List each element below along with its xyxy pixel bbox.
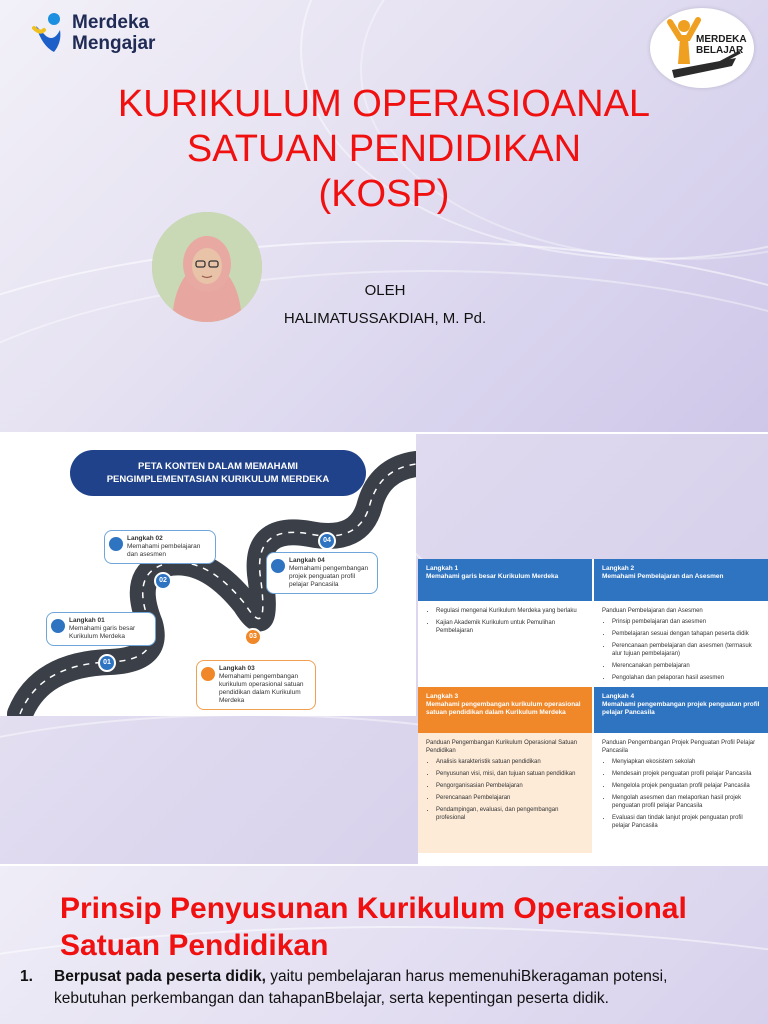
roadmap-panel — [0, 434, 416, 716]
grid-intro: Panduan Pengembangan Kurikulum Operasional Satuan Pendidikan — [426, 740, 578, 754]
grid-intro: Panduan Pengembangan Projek Penguatan Profil Pelajar Pancasila — [602, 740, 756, 754]
step-marker-04: 04 — [318, 532, 336, 550]
grid-item: • Perencanaan pembelajaran dan asesmen (termasuk alur tujuan pembelajaran) — [612, 642, 760, 658]
group-people-icon — [51, 619, 65, 633]
grid-head-4 — [594, 687, 768, 733]
project-icon — [271, 559, 285, 573]
step-title: Langkah 03 — [219, 665, 255, 672]
grid-item: • Mengolah asesmen dan melaporkan hasil projek penguatan profil pelajar Pancasila — [612, 794, 760, 810]
document-icon — [109, 537, 123, 551]
merdeka-mengajar-logo — [32, 12, 155, 54]
grid-head-title: Langkah 4 — [602, 693, 635, 700]
grid-body-3 — [418, 733, 592, 853]
step-box-04 — [266, 552, 378, 594]
step-marker-02: 02 — [154, 572, 172, 590]
step-box-01 — [46, 612, 156, 646]
step-text: Memahami pembelajaran dan asesmen — [127, 543, 201, 558]
title-line: (KOSP) — [318, 173, 450, 215]
grid-head-title: Langkah 2 — [602, 565, 635, 572]
author-name: HALIMATUSSAKDIAH, M. Pd. — [283, 310, 487, 327]
logo-line-1: Merdeka — [72, 12, 150, 33]
grid-item: • Mengelola projek penguatan profil pelajar Pancasila — [612, 782, 760, 790]
step-title: Langkah 01 — [69, 617, 105, 624]
step-text: Memahami garis besar Kurikulum Merdeka — [69, 625, 136, 640]
step-box-03 — [196, 660, 316, 710]
step-title: Langkah 04 — [289, 557, 325, 564]
mb-line-1: MERDEKA — [696, 34, 747, 45]
grid-item: • Analisis karakteristik satuan pendidikan — [436, 758, 584, 766]
step-marker-01: 01 — [98, 654, 116, 672]
grid-intro: Panduan Pembelajaran dan Asesmen — [602, 608, 703, 614]
grid-body-2 — [594, 601, 768, 685]
step-marker-03: 03 — [244, 628, 262, 646]
grid-body-4 — [594, 733, 768, 853]
mb-line-2: BELAJAR — [696, 45, 744, 56]
step-title: Langkah 02 — [127, 535, 163, 542]
map-header-line-2: PENGIMPLEMENTASIAN KURIKULUM MERDEKA — [106, 474, 330, 485]
grid-item: • Regulasi mengenai Kurikulum Merdeka yang berlaku — [436, 607, 584, 615]
grid-head-title: Langkah 3 — [426, 693, 459, 700]
grid-item: • Evaluasi dan tindak lanjut projek penguatan profil pelajar Pancasila — [612, 814, 760, 830]
grid-head-text: Memahami Pembelajaran dan Asesmen — [602, 573, 724, 580]
grid-head-title: Langkah 1 — [426, 565, 459, 572]
step-text: Memahami pengembangan kurikulum operasional satuan pendidikan dalam Kurikulum Merdeka — [219, 673, 304, 704]
step-text: Memahami pengembangan projek penguatan profil pelajar Pancasila — [289, 565, 369, 588]
grid-item: • Penyusunan visi, misi, dan tujuan satuan pendidikan — [436, 770, 584, 778]
presentation-title — [0, 82, 768, 217]
list-item-text-line-2: kebutuhan perkembangan dan tahapanBbelajar, serta kepentingan peserta didik. — [54, 990, 609, 1007]
by-label: OLEH — [364, 282, 406, 299]
principles-slide — [0, 866, 768, 1024]
grid-item: • Merencanakan pembelajaran — [612, 662, 760, 670]
grid-item: • Perencanaan Pembelajaran — [436, 794, 584, 802]
title-slide — [0, 0, 768, 432]
principles-title — [60, 890, 750, 964]
author-photo — [152, 212, 262, 322]
map-header — [70, 450, 366, 496]
grid-item: • Pengorganisasian Pembelajaran — [436, 782, 584, 790]
content-map-slide — [0, 434, 768, 864]
principles-title-line-2: Satuan Pendidikan — [60, 929, 329, 962]
grid-head-2 — [594, 559, 768, 601]
grid-item: • Kajian Akademik Kurikulum untuk Pemulihan Pembelajaran — [436, 619, 584, 635]
principles-title-line-1: Prinsip Penyusunan Kurikulum Operasional — [60, 892, 687, 925]
grid-item: • Mendesain projek penguatan profil pelajar Pancasila — [612, 770, 760, 778]
logo-line-2: Mengajar — [72, 33, 156, 54]
grid-head-text: Memahami garis besar Kurikulum Merdeka — [426, 573, 559, 580]
grid-head-3 — [418, 687, 592, 733]
step-box-02 — [104, 530, 216, 564]
grid-head-1 — [418, 559, 592, 601]
grid-item: • Pengolahan dan pelaporan hasil asesmen — [612, 674, 760, 682]
list-number: 1. — [20, 968, 33, 985]
grid-head-text: Memahami pengembangan kurikulum operasional satuan pendidikan dalam Kurikulum Merdeka — [426, 701, 581, 716]
list-item — [20, 966, 750, 1010]
school-icon — [201, 667, 215, 681]
grid-item: • Pendampingan, evaluasi, dan pengembangan profesional — [436, 806, 584, 822]
title-line: SATUAN PENDIDIKAN — [186, 128, 582, 170]
map-header-line-1: PETA KONTEN DALAM MEMAHAMI — [138, 461, 298, 472]
grid-item: • Prinsip pembelajaran dan asesmen — [612, 618, 760, 626]
title-line: KURIKULUM OPERASIOANAL — [117, 83, 651, 125]
grid-body-1 — [418, 601, 592, 685]
list-item-lead: Berpusat pada peserta didik, — [54, 968, 266, 985]
grid-item: • Pembelajaran sesuai dengan tahapan peserta didik — [612, 630, 760, 638]
grid-item: • Menyiapkan ekosistem sekolah — [612, 758, 760, 766]
list-item-text: yaitu pembelajaran harus memenuhiBkeragaman potensi, — [265, 968, 668, 985]
steps-grid-panel — [418, 559, 768, 864]
merdeka-belajar-logo — [650, 8, 754, 88]
merdeka-mengajar-mark-icon — [32, 12, 64, 54]
principles-list — [20, 966, 750, 1010]
grid-head-text: Memahami pengembangan projek penguatan profil pelajar Pancasila — [602, 701, 760, 716]
